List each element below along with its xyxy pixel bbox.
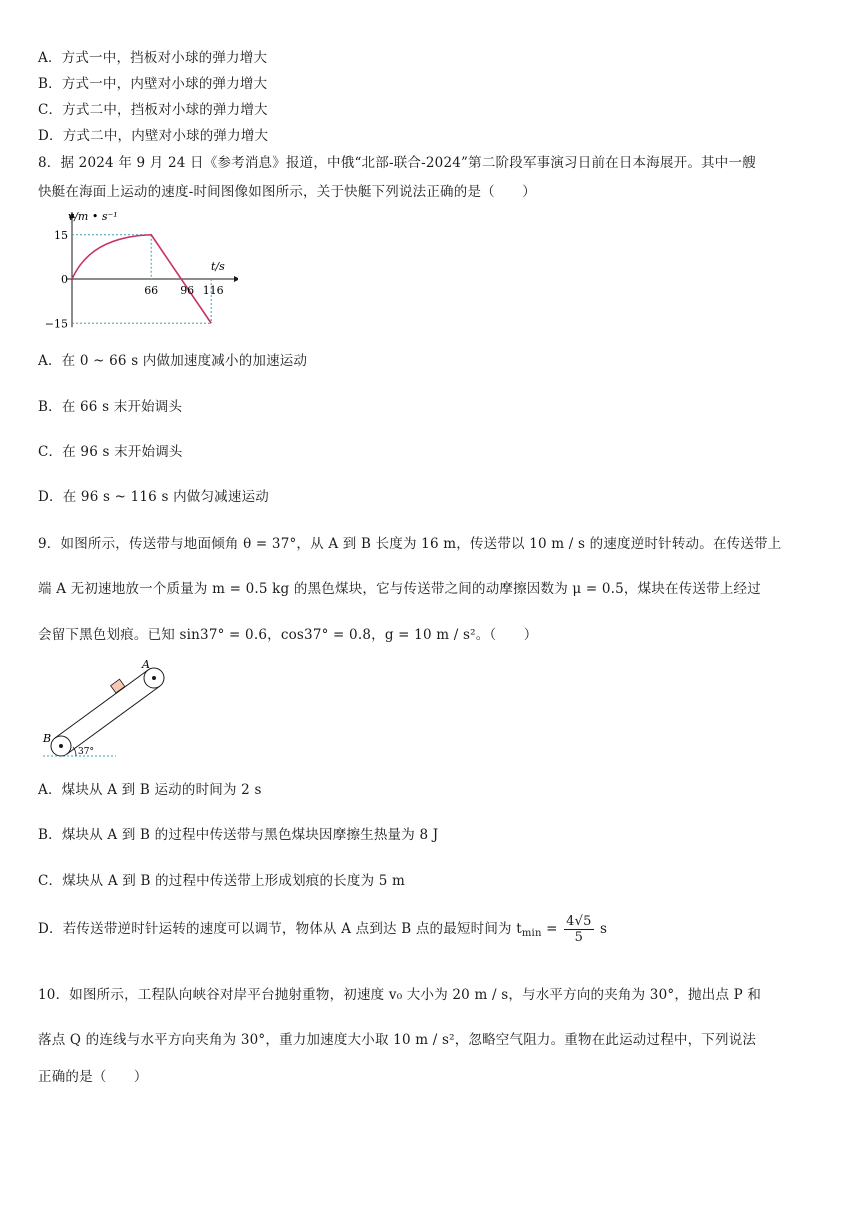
graph-x-label: t/s (211, 260, 225, 273)
q8-velocity-time-graph (38, 206, 238, 332)
q7-option-c: C．方式二中，挡板对小球的弹力增大 (38, 102, 268, 118)
q10-stem-line1: 10．如图所示，工程队向峡谷对岸平台抛射重物，初速度 v₀ 大小为 20 m / s，与水平方向的夹角为 30°，抛出点 P 和 (38, 987, 762, 1003)
y-tick-label: 15 (54, 228, 68, 242)
q9-option-d-subscript: min (521, 928, 542, 939)
pulley-b-axle (59, 744, 63, 748)
label-a: A (142, 658, 150, 671)
conveyor-svg (38, 656, 178, 762)
label-b: B (43, 732, 52, 745)
q8-option-d: D．在 96 s ~ 116 s 内做匀减速运动 (38, 489, 269, 505)
q9-conveyor-figure (38, 656, 178, 762)
coal-block (111, 679, 125, 693)
belt-top (55, 670, 148, 738)
q9-option-b: B．煤块从 A 到 B 的过程中传送带与黑色煤块因摩擦生热量为 8 J (38, 827, 439, 843)
graph-y-label: v/m • s⁻¹ (68, 210, 118, 223)
fraction-denominator: 5 (574, 930, 584, 945)
x-tick-label: 66 (144, 284, 159, 297)
y-tick-label: 0 (61, 273, 68, 286)
q9-option-d-unit: s (595, 921, 608, 937)
q8-option-c: C．在 96 s 末开始调头 (38, 444, 183, 460)
q10-stem-line3: 正确的是（ ） (38, 1069, 148, 1085)
q8-stem-line2: 快艇在海面上运动的速度-时间图像如图所示，关于快艇下列说法正确的是（ ） (38, 184, 536, 200)
q9-stem-line3: 会留下黑色划痕。已知 sin37° = 0.6，cos37° = 0.8，g = 10 m / s²。（ ） (38, 627, 538, 643)
angle-label: 37° (78, 747, 94, 757)
x-tick-label: 116 (202, 284, 224, 297)
q9-option-d-text: D．若传送带逆时针运转的速度可以调节，物体从 A 点到达 B 点的最短时间为 t (38, 921, 522, 937)
q7-option-d: D．方式二中，内壁对小球的弹力增大 (38, 128, 269, 144)
q9-option-d-equals: = (541, 921, 563, 937)
q8-stem-line1: 8．据 2024 年 9 月 24 日《参考消息》报道，中俄“北部-联合-2024”第二阶段军事演习日前在日本海展开。其中一艘 (38, 155, 756, 171)
q8-option-a: A．在 0 ~ 66 s 内做加速度减小的加速运动 (38, 353, 308, 369)
q10-stem-line2: 落点 Q 的连线与水平方向夹角为 30°，重力加速度大小取 10 m / s²，忽略空气阻力。重物在此运动过程中，下列说法 (38, 1032, 757, 1048)
vt-graph-svg (38, 206, 238, 332)
pulley-a-axle (152, 676, 156, 680)
q9-stem-line1: 9．如图所示，传送带与地面倾角 θ = 37°，从 A 到 B 长度为 16 m，传送带以 10 m / s 的速度逆时针转动。在传送带上 (38, 536, 782, 552)
belt-bottom (67, 686, 160, 754)
q9-option-c: C．煤块从 A 到 B 的过程中传送带上形成划痕的长度为 5 m (38, 873, 406, 889)
y-tick-label: −15 (44, 317, 68, 331)
q9-option-d-fraction (564, 914, 593, 945)
q9-stem-line2: 端 A 无初速地放一个质量为 m = 0.5 kg 的黑色煤块，它与传送带之间的动摩擦因数为 μ = 0.5，煤块在传送带上经过 (38, 581, 761, 597)
q9-option-d (38, 914, 607, 945)
x-tick-label: 96 (180, 284, 195, 297)
fraction-numerator: 4√5 (566, 914, 592, 929)
q8-option-b: B．在 66 s 末开始调头 (38, 399, 183, 415)
q7-option-a: A．方式一中，挡板对小球的弹力增大 (38, 50, 268, 66)
q7-option-b: B．方式一中，内壁对小球的弹力增大 (38, 76, 268, 92)
q9-option-a: A．煤块从 A 到 B 运动的时间为 2 s (38, 782, 262, 798)
